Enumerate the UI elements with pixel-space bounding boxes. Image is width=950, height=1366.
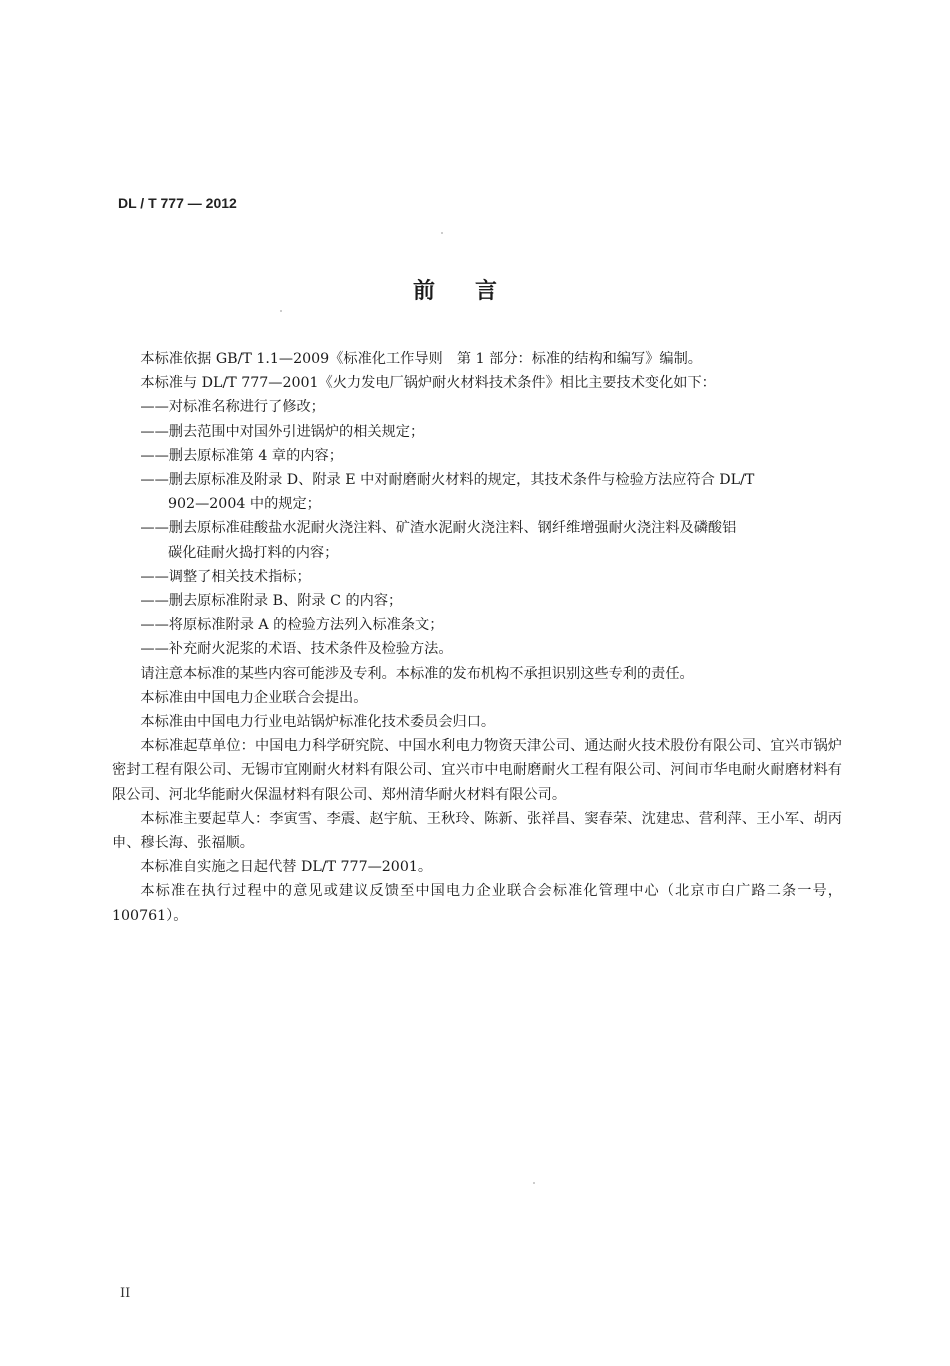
standard-code: DL / T 777 — 2012: [118, 195, 237, 211]
change-item: ——将原标准附录 A 的检验方法列入标准条文；: [140, 617, 444, 634]
change-item: ——删去原标准硅酸盐水泥耐火浇注料、矿渣水泥耐火浇注料、钢纤维增强耐火浇注料及磷酸铝: [140, 520, 737, 537]
change-item-continued: 碳化硅耐火捣打料的内容；: [168, 544, 339, 561]
paragraph-replaces: 本标准自实施之日起代替 DL/T 777—2001。: [140, 859, 433, 876]
change-item-continued: 902—2004 中的规定；: [168, 496, 321, 513]
paragraph-drafters: 本标准主要起草人：李寅雪、李震、赵宇航、王秋玲、陈新、张祥昌、窦春荣、沈建忠、营利萍、王小军、胡丙申、穆长海、张福顺。: [112, 810, 842, 852]
change-item: ——删去原标准及附录 D、附录 E 中对耐磨耐火材料的规定，其技术条件与检验方法应符合 DL/T: [140, 472, 755, 489]
paragraph-proposer: 本标准由中国电力企业联合会提出。: [140, 689, 368, 706]
change-item: ——删去原标准第 4 章的内容；: [140, 447, 343, 464]
change-item: ——补充耐火泥浆的术语、技术条件及检验方法。: [140, 641, 453, 658]
paragraph-patent-notice: 请注意本标准的某些内容可能涉及专利。本标准的发布机构不承担识别这些专利的责任。: [140, 665, 694, 682]
foreword-body: [112, 347, 842, 928]
change-item: ——对标准名称进行了修改；: [140, 399, 325, 416]
change-item: ——删去范围中对国外引进锅炉的相关规定；: [140, 423, 425, 440]
change-item: ——调整了相关技术指标；: [140, 568, 311, 585]
paragraph-changes-intro: 本标准与 DL/T 777—2001《火力发电厂锅炉耐火材料技术条件》相比主要技术变化如下：: [140, 375, 716, 392]
scan-speck: [533, 1182, 535, 1184]
paragraph-committee: 本标准由中国电力行业电站锅炉标准化技术委员会归口。: [140, 714, 496, 731]
page-number: II: [120, 1286, 131, 1301]
change-item: ——删去原标准附录 B、附录 C 的内容；: [140, 593, 403, 610]
paragraph-drafting-units: 本标准起草单位：中国电力科学研究院、中国水利电力物资天津公司、通达耐火技术股份有限公司、宜兴市锅炉密封工程有限公司、无锡市宜刚耐火材料有限公司、宜兴市中电耐磨耐火工程有限公司、河间市华电耐火耐磨材料有限公司、河北华能耐火保温材料有限公司、郑州清华耐火材料有限公司。: [112, 738, 842, 803]
page-title: 前言: [412, 279, 537, 304]
paragraph-basis: 本标准依据 GB/T 1.1—2009《标准化工作导则 第 1 部分：标准的结构和编写》编制。: [140, 351, 702, 367]
scan-speck: [441, 232, 443, 234]
scan-speck: [280, 310, 282, 312]
paragraph-feedback: 本标准在执行过程中的意见或建议反馈至中国电力企业联合会标准化管理中心（北京市白广路二条一号，100761）。: [112, 883, 842, 924]
